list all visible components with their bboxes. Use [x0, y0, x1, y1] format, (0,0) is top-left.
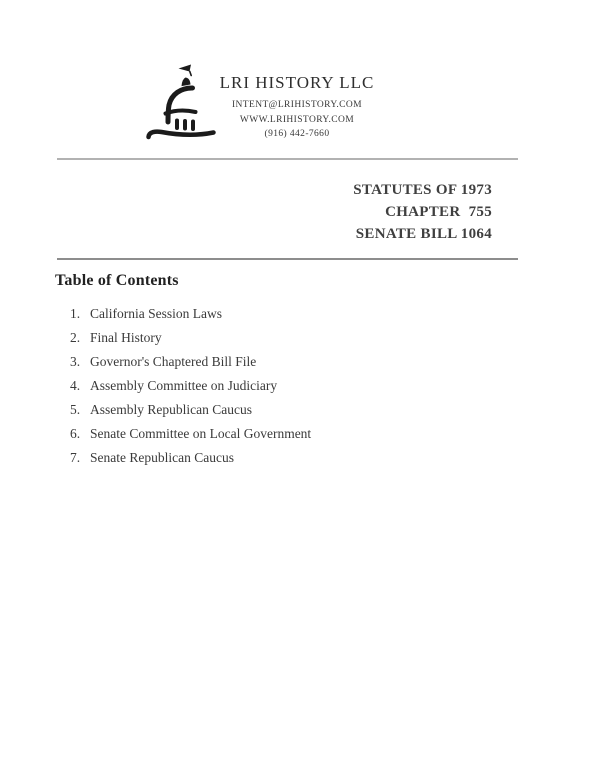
- toc-list: [70, 302, 311, 470]
- statutes-line: STATUTES OF 1973: [353, 182, 492, 198]
- chapter-line: CHAPTER 755: [385, 204, 492, 220]
- toc-item-label: Assembly Republican Caucus: [90, 402, 252, 417]
- toc-item-number: 2.: [70, 330, 81, 345]
- toc-title: Table of Contents: [55, 272, 179, 289]
- toc-item-label: Senate Committee on Local Government: [90, 426, 312, 441]
- toc-item-label: Final History: [90, 330, 162, 345]
- toc-item: [70, 398, 311, 422]
- toc-item: [70, 302, 311, 326]
- letterhead-text: [212, 74, 382, 142]
- company-name: LRI HISTORY LLC: [219, 73, 375, 92]
- senate-bill-line: SENATE BILL 1064: [355, 226, 492, 242]
- toc-item: [70, 350, 311, 374]
- company-website: WWW.LRIHISTORY.COM: [239, 114, 355, 125]
- toc-item: [70, 422, 311, 446]
- toc-item-label: Assembly Committee on Judiciary: [90, 378, 278, 393]
- toc-item-number: 3.: [70, 354, 81, 369]
- toc-item-number: 7.: [70, 450, 81, 465]
- toc-item-number: 1.: [70, 306, 81, 321]
- toc-item-label: Senate Republican Caucus: [90, 450, 234, 465]
- toc-item-label: California Session Laws: [90, 306, 222, 321]
- toc-item: [70, 446, 311, 470]
- company-phone: (916) 442-7660: [264, 129, 330, 139]
- toc-item-number: 5.: [70, 402, 81, 417]
- toc-item: [70, 374, 311, 398]
- toc-item-number: 4.: [70, 378, 81, 393]
- divider-bottom: [57, 258, 518, 260]
- capitol-dome-logo-icon: [144, 62, 220, 142]
- company-email: INTENT@LRIHISTORY.COM: [231, 100, 362, 110]
- divider-top: [57, 158, 518, 160]
- bill-reference: [353, 179, 492, 245]
- toc-item: [70, 326, 311, 350]
- toc-item-label: Governor's Chaptered Bill File: [90, 354, 257, 369]
- toc-item-number: 6.: [70, 426, 81, 441]
